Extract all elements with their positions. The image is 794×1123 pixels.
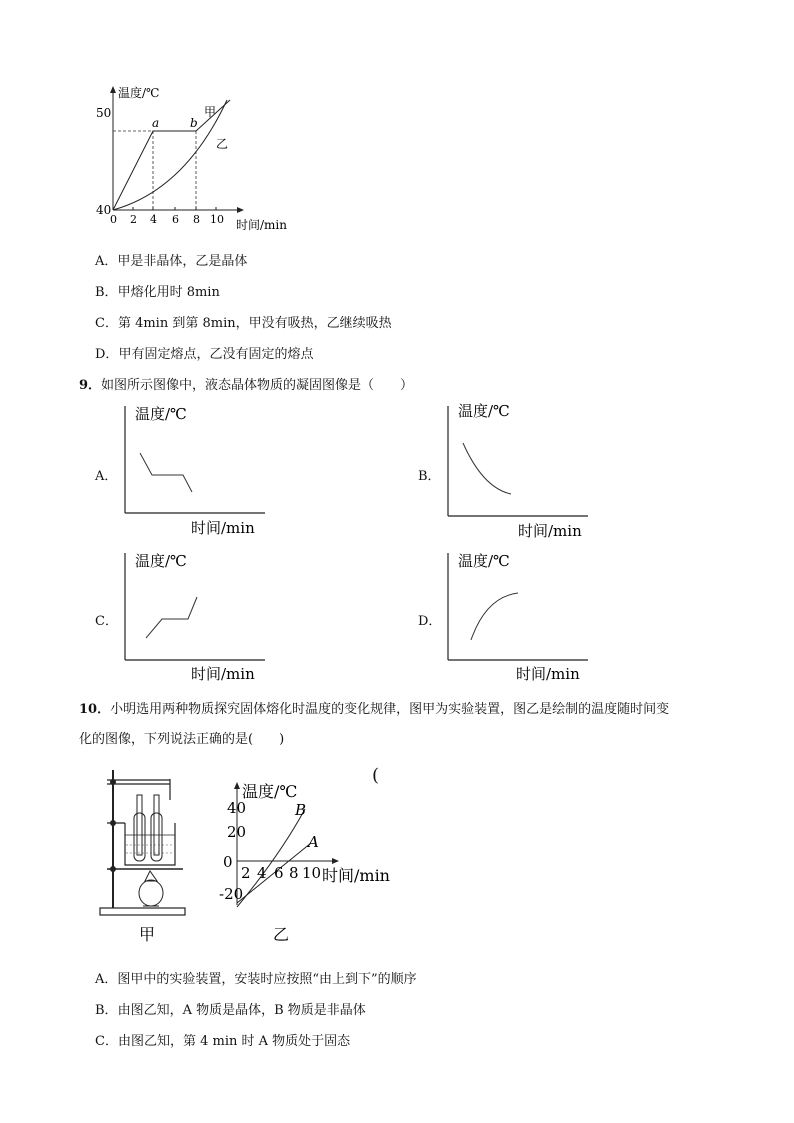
fig8-point-b: b	[190, 116, 198, 130]
q8-option-c-letter: C．	[95, 316, 118, 331]
q10-xtick-8: 8	[289, 864, 299, 882]
q9-graph-a[interactable]	[115, 398, 275, 543]
q10-stem-line1	[79, 698, 669, 717]
q9-graph-d-curve	[471, 593, 518, 640]
q9-graph-c[interactable]	[115, 545, 275, 685]
q10-line1: 小明选用两种物质探究固体熔化时温度的变化规律，图甲为实验装置，图乙是绘制的温度随时间变	[110, 702, 670, 717]
q10-option-c-text: 由图乙知，第 4 min 时 A 物质处于固态	[117, 1034, 351, 1049]
q10-option-c-letter: C．	[95, 1034, 118, 1049]
q9-graph-a-xlabel: 时间/min	[191, 519, 255, 537]
q9-stem	[79, 374, 413, 393]
fig8-point-a: a	[152, 116, 160, 130]
q9-graph-d-ylabel: 温度/℃	[458, 552, 510, 570]
q9-graph-c-letter: C．	[95, 614, 118, 629]
q10-option-b[interactable]	[95, 999, 366, 1018]
q9-graph-b[interactable]	[438, 398, 598, 543]
q9-graph-b-curve	[463, 443, 511, 494]
q9-graph-c-curve	[146, 597, 197, 638]
q10-graph-ylabel: 温度/℃	[242, 782, 298, 801]
q10-caption-jia: 甲	[139, 925, 156, 944]
q10-option-a-letter: A．	[95, 972, 118, 987]
q8-option-b-text: 甲熔化用时 8min	[117, 285, 220, 300]
q10-stem-line2	[79, 728, 284, 747]
q9-text: 如图所示图像中，液态晶体物质的凝固图像是（ ）	[101, 378, 414, 393]
fig8-ylabel: 温度/℃	[118, 86, 160, 100]
q9-number: 9．	[79, 378, 102, 393]
q9-graph-b-ylabel: 温度/℃	[458, 402, 510, 420]
fig8-xtick-8: 8	[193, 213, 200, 226]
q8-option-d-letter: D．	[95, 347, 119, 362]
q10-line-b	[237, 809, 305, 907]
q9-graph-b-xlabel: 时间/min	[518, 522, 582, 540]
q10-ytick-40: 40	[227, 799, 247, 817]
q9-graph-b-letter: B．	[418, 469, 441, 484]
q10-xtick-4: 4	[257, 864, 267, 882]
fig8-xtick-0: 0	[110, 213, 117, 226]
q9-graph-a-letter: A．	[95, 469, 118, 484]
fig8-xtick-4: 4	[150, 213, 157, 226]
fig8-xtick-2: 2	[130, 213, 137, 226]
fig8-xtick-10: 10	[210, 213, 224, 226]
q8-option-b-letter: B．	[95, 285, 118, 300]
q10-xtick-2: 2	[241, 864, 251, 882]
q10-ytick-20: 20	[227, 823, 247, 841]
fig8-curve-jia: 甲	[204, 105, 217, 119]
q10-stray-paren: (	[372, 765, 380, 786]
fig8-xtick-6: 6	[172, 213, 179, 226]
q10-xtick-6: 6	[274, 864, 284, 882]
q9-graph-c-ylabel: 温度/℃	[135, 552, 187, 570]
q8-option-d[interactable]	[95, 343, 313, 362]
q8-option-a[interactable]	[95, 250, 247, 269]
q10-number: 10．	[79, 702, 111, 717]
q8-option-d-text: 甲有固定熔点，乙没有固定的熔点	[118, 347, 314, 362]
q8-option-b[interactable]	[95, 281, 220, 300]
q10-apparatus-figure	[95, 765, 195, 945]
q9-graph-a-ylabel: 温度/℃	[135, 405, 187, 423]
q9-graph-c-xlabel: 时间/min	[191, 665, 255, 683]
q10-option-a[interactable]	[95, 968, 417, 987]
q9-graph-d[interactable]	[438, 545, 598, 685]
fig8-ytick-50: 50	[96, 106, 112, 120]
q10-option-c[interactable]	[95, 1030, 350, 1049]
fig8-xlabel: 时间/min	[236, 218, 287, 232]
q10-graph-xlabel: 时间/min	[322, 866, 390, 885]
q10-option-b-letter: B．	[95, 1003, 118, 1018]
q10-line-a-label: A	[308, 833, 319, 851]
q10-ytick-0: 0	[223, 853, 233, 871]
q10-ytick-neg20: -20	[219, 885, 244, 903]
q10-option-b-text: 由图乙知，A 物质是晶体，B 物质是非晶体	[117, 1003, 366, 1018]
q10-caption-yi: 乙	[273, 925, 290, 944]
q8-option-a-text: 甲是非晶体，乙是晶体	[117, 254, 248, 269]
q10-xtick-10: 10	[302, 864, 322, 882]
fig8-curve-yi: 乙	[216, 137, 229, 151]
q9-graph-a-curve	[140, 453, 192, 492]
q10-graph-yi	[219, 775, 400, 945]
q8-option-a-letter: A．	[95, 254, 118, 269]
q8-option-c-text: 第 4min 到第 8min，甲没有吸热，乙继续吸热	[117, 316, 392, 331]
q8-figure	[90, 80, 310, 240]
q8-option-c[interactable]	[95, 312, 392, 331]
q9-graph-d-letter: D．	[418, 614, 442, 629]
q10-line2: 化的图像，下列说法正确的是( )	[79, 732, 285, 747]
q10-option-a-text: 图甲中的实验装置，安装时应按照“由上到下”的顺序	[117, 972, 417, 987]
fig8-ytick-40: 40	[96, 203, 112, 217]
q10-line-b-label: B	[295, 801, 307, 819]
q9-graph-d-xlabel: 时间/min	[516, 665, 580, 683]
